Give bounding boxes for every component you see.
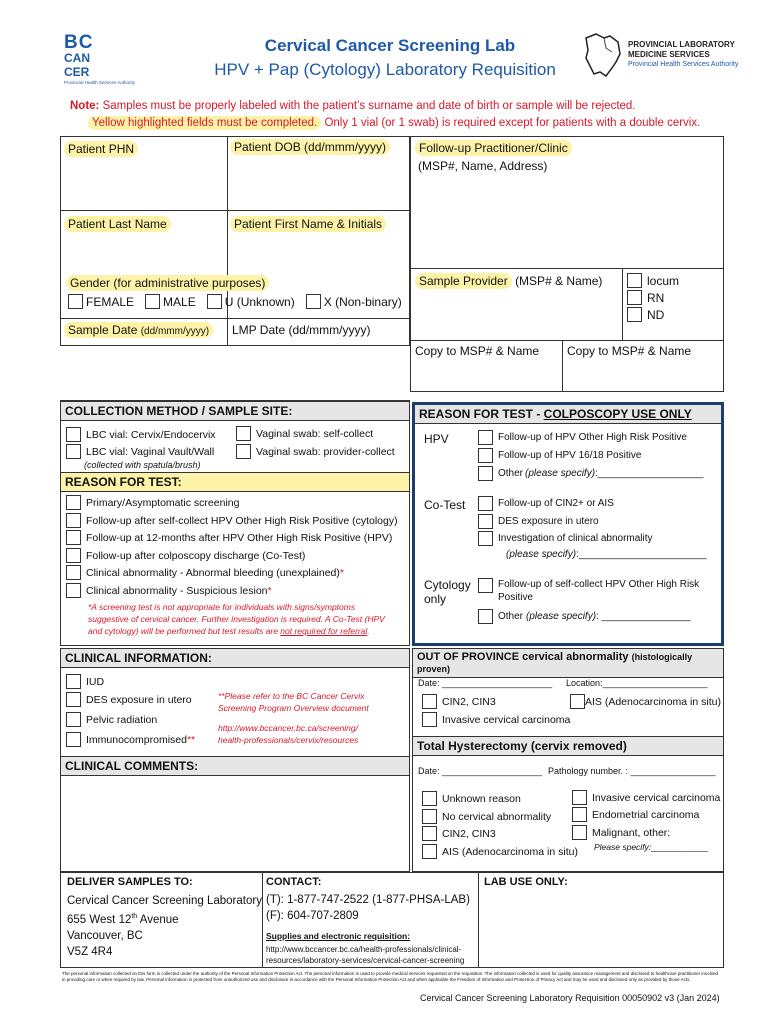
followup-label [415, 141, 572, 155]
hyst-path[interactable]: Pathology number. : _________________ [548, 766, 716, 776]
clinical-item-4 [66, 732, 195, 747]
deliver-address [67, 893, 262, 960]
oop-location[interactable]: Location:_____________________ [566, 678, 708, 688]
deliver-line-4: V5Z 4R4 [67, 945, 113, 958]
deliver-street [67, 909, 262, 928]
role-divider-v [622, 268, 623, 340]
colposcopy-heading-underline: COLPOSCOPY USE ONLY [543, 407, 692, 421]
hyst-invasive-checkbox[interactable] [572, 790, 587, 805]
clinical-pelvic-label: Pelvic radiation [86, 713, 158, 726]
clinical-iud-label: IUD [86, 675, 105, 688]
gender-female-checkbox[interactable] [68, 294, 83, 309]
colpo-hpv-2 [478, 448, 641, 463]
plms-line2: MEDICINE SERVICES [628, 50, 710, 59]
reason-2-checkbox[interactable] [66, 513, 81, 528]
patient-last-name-label: Patient Last Name [64, 216, 171, 232]
clinical-immuno-star: ** [186, 733, 196, 746]
colpo-cotest-specify-label: (please specify) [506, 549, 577, 560]
reason-3-label: Follow-up at 12-months after HPV Other High Risk Positive (HPV) [86, 531, 393, 544]
clinical-item-1 [66, 674, 104, 689]
reason-warning-1: *A screening test is not appropriate for individuals with signs/symptoms [88, 602, 356, 612]
reason-warning-3: and cytology) will be performed but test results are [88, 626, 278, 636]
copy-divider-v [562, 340, 563, 392]
patient-divider-h1 [60, 210, 410, 211]
reason-item-5 [66, 565, 344, 580]
swab-provider-label: Vaginal swab: provider-collect [256, 445, 395, 458]
swab-self-option [236, 426, 373, 441]
colpo-hpv-3-label: Other [498, 468, 524, 479]
hyst-ais-checkbox[interactable] [422, 844, 437, 859]
swab-self-checkbox[interactable] [236, 426, 251, 441]
colpo-hpv-2-checkbox[interactable] [478, 448, 493, 463]
oop-heading-sub: (histologically proven) [417, 652, 693, 674]
clinical-item-3 [66, 712, 157, 727]
plms-line3: Provincial Health Services Authority [628, 61, 739, 68]
colpo-hpv-specify-line[interactable]: :___________________ [595, 468, 704, 479]
bc-cancer-logo [64, 34, 144, 85]
clinical-des-label: DES exposure in utero [86, 693, 192, 706]
reason-item-6 [66, 583, 272, 598]
clinical-comments-field[interactable] [62, 776, 408, 870]
reason-item-3 [66, 530, 392, 545]
patient-phn-field[interactable] [62, 160, 225, 208]
clinical-iud-checkbox[interactable] [66, 674, 81, 689]
colpo-cyto-1 [478, 578, 699, 604]
colpo-cyto-label [424, 578, 471, 606]
clinical-link-2[interactable]: health-professionals/cervix/resources [218, 735, 359, 745]
contact-fax: (F): 604-707-2809 [266, 910, 359, 922]
hyst-heading: Total Hysterectomy (cervix removed) [413, 736, 723, 756]
reason-6-asterisk: * [267, 584, 272, 597]
reason-heading: REASON FOR TEST: [61, 472, 409, 492]
colpo-cyto-2-checkbox[interactable] [478, 609, 493, 624]
reason-5-label: Clinical abnormality - Abnormal bleeding (unexplained) [86, 566, 340, 579]
oop-ais-checkbox[interactable] [570, 694, 585, 709]
contact-heading: CONTACT: [266, 876, 322, 888]
lbc-vault-checkbox[interactable] [66, 444, 81, 459]
plms-logo-text [628, 40, 739, 70]
note-text1: Samples must be properly labeled with the patient’s surname and date of birth or sample will be rejected. [102, 100, 636, 112]
colposcopy-heading-text: REASON FOR TEST - [419, 407, 544, 421]
oop-invasive-label: Invasive cervical carcinoma [442, 713, 571, 726]
hyst-left-1 [422, 791, 521, 806]
note-line2 [88, 117, 700, 129]
colpo-cotest-3 [478, 531, 653, 546]
sample-provider-label [415, 274, 602, 288]
reason-6-checkbox[interactable] [66, 583, 81, 598]
colpo-hpv-2-label: Follow-up of HPV 16/18 Positive [498, 450, 642, 461]
colpo-cotest-specify-line[interactable]: :_______________________ [576, 549, 707, 560]
colposcopy-heading [415, 405, 721, 424]
gender-unknown-checkbox[interactable] [207, 294, 222, 309]
hyst-specify [594, 842, 708, 852]
reason-item-2 [66, 513, 398, 528]
clinical-note [218, 690, 369, 746]
gender-male-label: MALE [163, 294, 196, 309]
hyst-left-4 [422, 844, 578, 859]
reason-warning [88, 601, 385, 637]
deliver-heading: DELIVER SAMPLES TO: [67, 876, 193, 888]
colpo-cyto-label-1: Cytology [424, 578, 471, 592]
role-locum [627, 273, 679, 288]
privacy-statement: The personal information collected on this form is collected under the authority of the Personal Information Protection Act. The personal information is used to provide medical services requested on the requisition. The information collected is used for quality assurance management and disclosed to healthcare practitioner involved in providing care or when required by law. Personal information is protected from unauthorized use and disclosure in accordance with the Personal Information Protection Act and when applicable the Freedom of Information and Protection of Privacy Act and may be used and disclosed only as provided by those Acts. [62, 971, 718, 982]
colpo-cyto-1-label-a: Follow-up of self-collect HPV Other High Risk [498, 579, 700, 590]
reason-4-checkbox[interactable] [66, 548, 81, 563]
colpo-hpv-specify: (please specify) [525, 468, 596, 479]
logo-line-bc: BC [64, 32, 94, 53]
hyst-left-3 [422, 826, 496, 841]
lbc-vault-label: LBC vial: Vaginal Vault/Wall [86, 445, 215, 458]
contact-phone: (T): 1-877-747-2522 (1-877-PHSA-LAB) [266, 894, 470, 906]
form-title: Cervical Cancer Screening Lab [264, 36, 516, 55]
patient-last-name-field[interactable] [62, 234, 225, 270]
colpo-hpv-1 [478, 430, 687, 445]
reason-1-label: Primary/Asymptomatic screening [86, 496, 240, 509]
colpo-cotest-1-label: Follow-up of CIN2+ or AIS [498, 498, 614, 509]
note-label: Note: [70, 100, 100, 112]
lab-use-heading: LAB USE ONLY: [484, 876, 568, 888]
supplies-label: Supplies and electronic requisition: [266, 931, 411, 941]
hyst-unknown-checkbox[interactable] [422, 791, 437, 806]
clinical-item-2 [66, 692, 192, 707]
colpo-cyto-1-checkbox[interactable] [478, 578, 493, 593]
deliver-line-2: 655 West 12 [67, 913, 132, 926]
role-nd-checkbox[interactable] [627, 307, 642, 322]
note-text2: Only 1 vial (or 1 swab) is required except for patients with a double cervix. [324, 117, 701, 129]
gender-male-checkbox[interactable] [145, 294, 160, 309]
patient-dob-field[interactable] [229, 160, 409, 208]
clinical-immuno-checkbox[interactable] [66, 732, 81, 747]
hyst-invasive-label: Invasive cervical carcinoma [592, 791, 721, 804]
colpo-hpv-1-label: Follow-up of HPV Other High Risk Positive [498, 432, 687, 443]
note-line1 [70, 100, 636, 112]
role-rn-checkbox[interactable] [627, 290, 642, 305]
colpo-cotest-2-label: DES exposure in utero [498, 516, 599, 527]
copy-to-1-label: Copy to MSP# & Name [415, 344, 540, 358]
supplies-link[interactable] [266, 944, 464, 966]
gender-female-label: FEMALE [86, 294, 135, 309]
reason-warning-underline: not required for referral [280, 626, 368, 636]
oop-cin-label: CIN2, CIN3 [442, 695, 496, 708]
role-nd [627, 307, 664, 322]
provider-divider-h2 [410, 340, 724, 341]
colpo-hpv-label: HPV [424, 432, 449, 446]
colpo-hpv-1-checkbox[interactable] [478, 430, 493, 445]
reason-warning-2: suggestive of cervical cancer. Further investigation is required. A Co-Test (HPV [88, 614, 385, 624]
reason-1-checkbox[interactable] [66, 495, 81, 510]
lbc-note: (collected with spatula/brush) [84, 460, 201, 470]
colpo-hpv-3-checkbox[interactable] [478, 466, 493, 481]
footer-divider-2 [478, 872, 479, 968]
patient-first-name-label: Patient First Name & Initials [230, 216, 386, 232]
colpo-cyto-2 [478, 609, 691, 624]
clinical-des-checkbox[interactable] [66, 692, 81, 707]
oop-cin [422, 694, 496, 709]
hyst-specify-line[interactable]: ____________ [651, 842, 708, 852]
role-nd-label: ND [647, 307, 665, 322]
followup-title: Follow-up Practitioner/Clinic [415, 140, 572, 156]
clinical-link-1[interactable]: http://www.bccancer.bc.ca/screening/ [218, 723, 359, 733]
colpo-cyto-label-2: only [424, 592, 447, 606]
hyst-nocervical-checkbox[interactable] [422, 809, 437, 824]
oop-invasive [422, 712, 570, 727]
clinical-heading: CLINICAL INFORMATION: [61, 649, 409, 668]
form-subtitle: HPV + Pap (Cytology) Laboratory Requisition [214, 60, 556, 79]
role-locum-label: locum [647, 273, 680, 288]
oop-ais-label: AIS (Adenocarcinoma in situ) [585, 695, 721, 708]
colpo-cotest-2 [478, 514, 599, 529]
provider-divider-h1 [410, 268, 724, 269]
patient-divider-h2 [60, 318, 410, 319]
swab-provider-checkbox[interactable] [236, 444, 251, 459]
plms-line1: PROVINCIAL LABORATORY [628, 40, 735, 49]
role-rn [627, 290, 664, 305]
hyst-endometrial-checkbox[interactable] [572, 807, 587, 822]
colpo-cotest-2-checkbox[interactable] [478, 514, 493, 529]
reason-2-label: Follow-up after self-collect HPV Other High Risk Positive (cytology) [86, 514, 398, 527]
reason-item-4 [66, 548, 305, 563]
lbc-vault-option [66, 444, 214, 459]
form-id: Cervical Cancer Screening Laboratory Requisition 00050902 v3 (Jan 2024) [420, 993, 720, 1003]
sample-date-label [64, 322, 213, 338]
lbc-cervix-label: LBC vial: Cervix/Endocervix [86, 428, 216, 441]
colpo-cyto-1-label-b: Positive [498, 592, 534, 603]
clinical-comments-heading: CLINICAL COMMENTS: [61, 756, 409, 776]
swab-provider-option [236, 444, 395, 459]
oop-cin-checkbox[interactable] [422, 694, 437, 709]
patient-phn-label: Patient PHN [64, 141, 138, 157]
clinical-pelvic-checkbox[interactable] [66, 712, 81, 727]
gender-nonbinary-label: X (Non-binary) [323, 294, 402, 309]
deliver-line-2-sup: th [131, 913, 138, 920]
sample-date-format: (dd/mmm/yyyy) [140, 326, 210, 337]
swab-self-label: Vaginal swab: self-collect [256, 427, 374, 440]
hyst-ais-label: AIS (Adenocarcinoma in situ) [442, 845, 578, 858]
colpo-cotest-label: Co-Test [424, 498, 466, 512]
hyst-date[interactable]: Date: ____________________ [418, 766, 543, 776]
lbc-cervix-option [66, 427, 216, 442]
hyst-right-1 [572, 790, 720, 805]
deliver-line-3: Vancouver, BC [67, 929, 143, 942]
gender-nonbinary-checkbox[interactable] [306, 294, 321, 309]
patient-divider-v [227, 136, 228, 346]
logo-line-cancer: CANCER [64, 51, 90, 79]
clinical-note-1: **Please refer to the BC Cancer Cervix [218, 691, 365, 701]
hyst-cin-label: CIN2, CIN3 [442, 827, 496, 840]
patient-first-name-field[interactable] [229, 234, 409, 270]
logo-subtext: Provincial Health Services Authority [64, 80, 136, 85]
supplies-link-2[interactable]: resources/laboratory-services/cervical-cancer-screening [266, 956, 465, 965]
followup-sub: (MSP#, Name, Address) [418, 159, 548, 173]
hyst-malignant-label: Malignant, other: [592, 826, 671, 839]
colpo-cyto-specify-line[interactable]: : ________________ [596, 611, 691, 622]
hyst-right-2 [572, 807, 699, 822]
oop-heading [413, 649, 723, 678]
followup-field[interactable] [412, 176, 722, 266]
copy-to-2-label: Copy to MSP# & Name [567, 344, 692, 358]
colpo-cotest-3-label: Investigation of clinical abnormality [498, 533, 653, 544]
reason-4-label: Follow-up after colposcopy discharge (Co-Test) [86, 549, 306, 562]
sample-provider-sub: (MSP# & Name) [515, 274, 603, 288]
oop-invasive-checkbox[interactable] [422, 712, 437, 727]
gender-options [68, 294, 402, 309]
oop-date[interactable]: Date: ______________________ [418, 678, 553, 688]
sample-date-text: Sample Date [68, 323, 138, 337]
sample-provider-title: Sample Provider [415, 273, 512, 289]
colpo-cotest-1-checkbox[interactable] [478, 496, 493, 511]
reason-3-checkbox[interactable] [66, 530, 81, 545]
gender-unknown-label: U (Unknown) [224, 294, 295, 309]
role-locum-checkbox[interactable] [627, 273, 642, 288]
hyst-endometrial-label: Endometrial carcinoma [592, 808, 700, 821]
colpo-cotest-specify [506, 549, 707, 560]
collection-heading: COLLECTION METHOD / SAMPLE SITE: [61, 401, 409, 421]
hyst-unknown-label: Unknown reason [442, 792, 521, 805]
deliver-line-1: Cervical Cancer Screening Laboratory [67, 895, 262, 907]
oop-heading-text: OUT OF PROVINCE cervical abnormality [417, 651, 629, 663]
reason-item-1 [66, 495, 239, 510]
hyst-malignant-checkbox[interactable] [572, 825, 587, 840]
patient-dob-label: Patient DOB (dd/mmm/yyyy) [230, 139, 390, 155]
clinical-immuno-label: Immunocompromised [86, 733, 187, 746]
colpo-cotest-3-checkbox[interactable] [478, 531, 493, 546]
reason-6-label: Clinical abnormality - Suspicious lesion [86, 584, 268, 597]
hyst-right-3 [572, 825, 670, 840]
reason-5-checkbox[interactable] [66, 565, 81, 580]
colpo-hpv-3 [478, 466, 704, 481]
gender-label: Gender (for administrative purposes) [66, 275, 269, 291]
colpo-cyto-2-label: Other [498, 611, 524, 622]
supplies-link-1[interactable]: http://www.bccancer.bc.ca/health-professionals/clinical- [266, 945, 462, 954]
hyst-cin-checkbox[interactable] [422, 826, 437, 841]
role-rn-label: RN [647, 290, 665, 305]
note-highlight: Yellow highlighted fields must be completed. [88, 116, 321, 130]
reason-warning-end: . [367, 626, 370, 636]
colpo-cyto-specify: (please specify) [526, 611, 597, 622]
reason-5-asterisk: * [339, 566, 344, 579]
hyst-left-2 [422, 809, 551, 824]
bc-map-logo [582, 32, 624, 85]
oop-ais [570, 694, 721, 709]
colpo-cotest-1 [478, 496, 614, 511]
deliver-line-2-end: Avenue [137, 913, 179, 926]
hyst-nocervical-label: No cervical abnormality [442, 810, 552, 823]
lmp-date-label: LMP Date (dd/mmm/yyyy) [232, 323, 371, 337]
lbc-cervix-checkbox[interactable] [66, 427, 81, 442]
hyst-specify-label: Please specify: [594, 842, 652, 852]
footer-divider-1 [262, 872, 263, 968]
clinical-note-2: Screening Program Overview document [218, 703, 369, 713]
colpo-cyto-1-text [498, 578, 699, 604]
